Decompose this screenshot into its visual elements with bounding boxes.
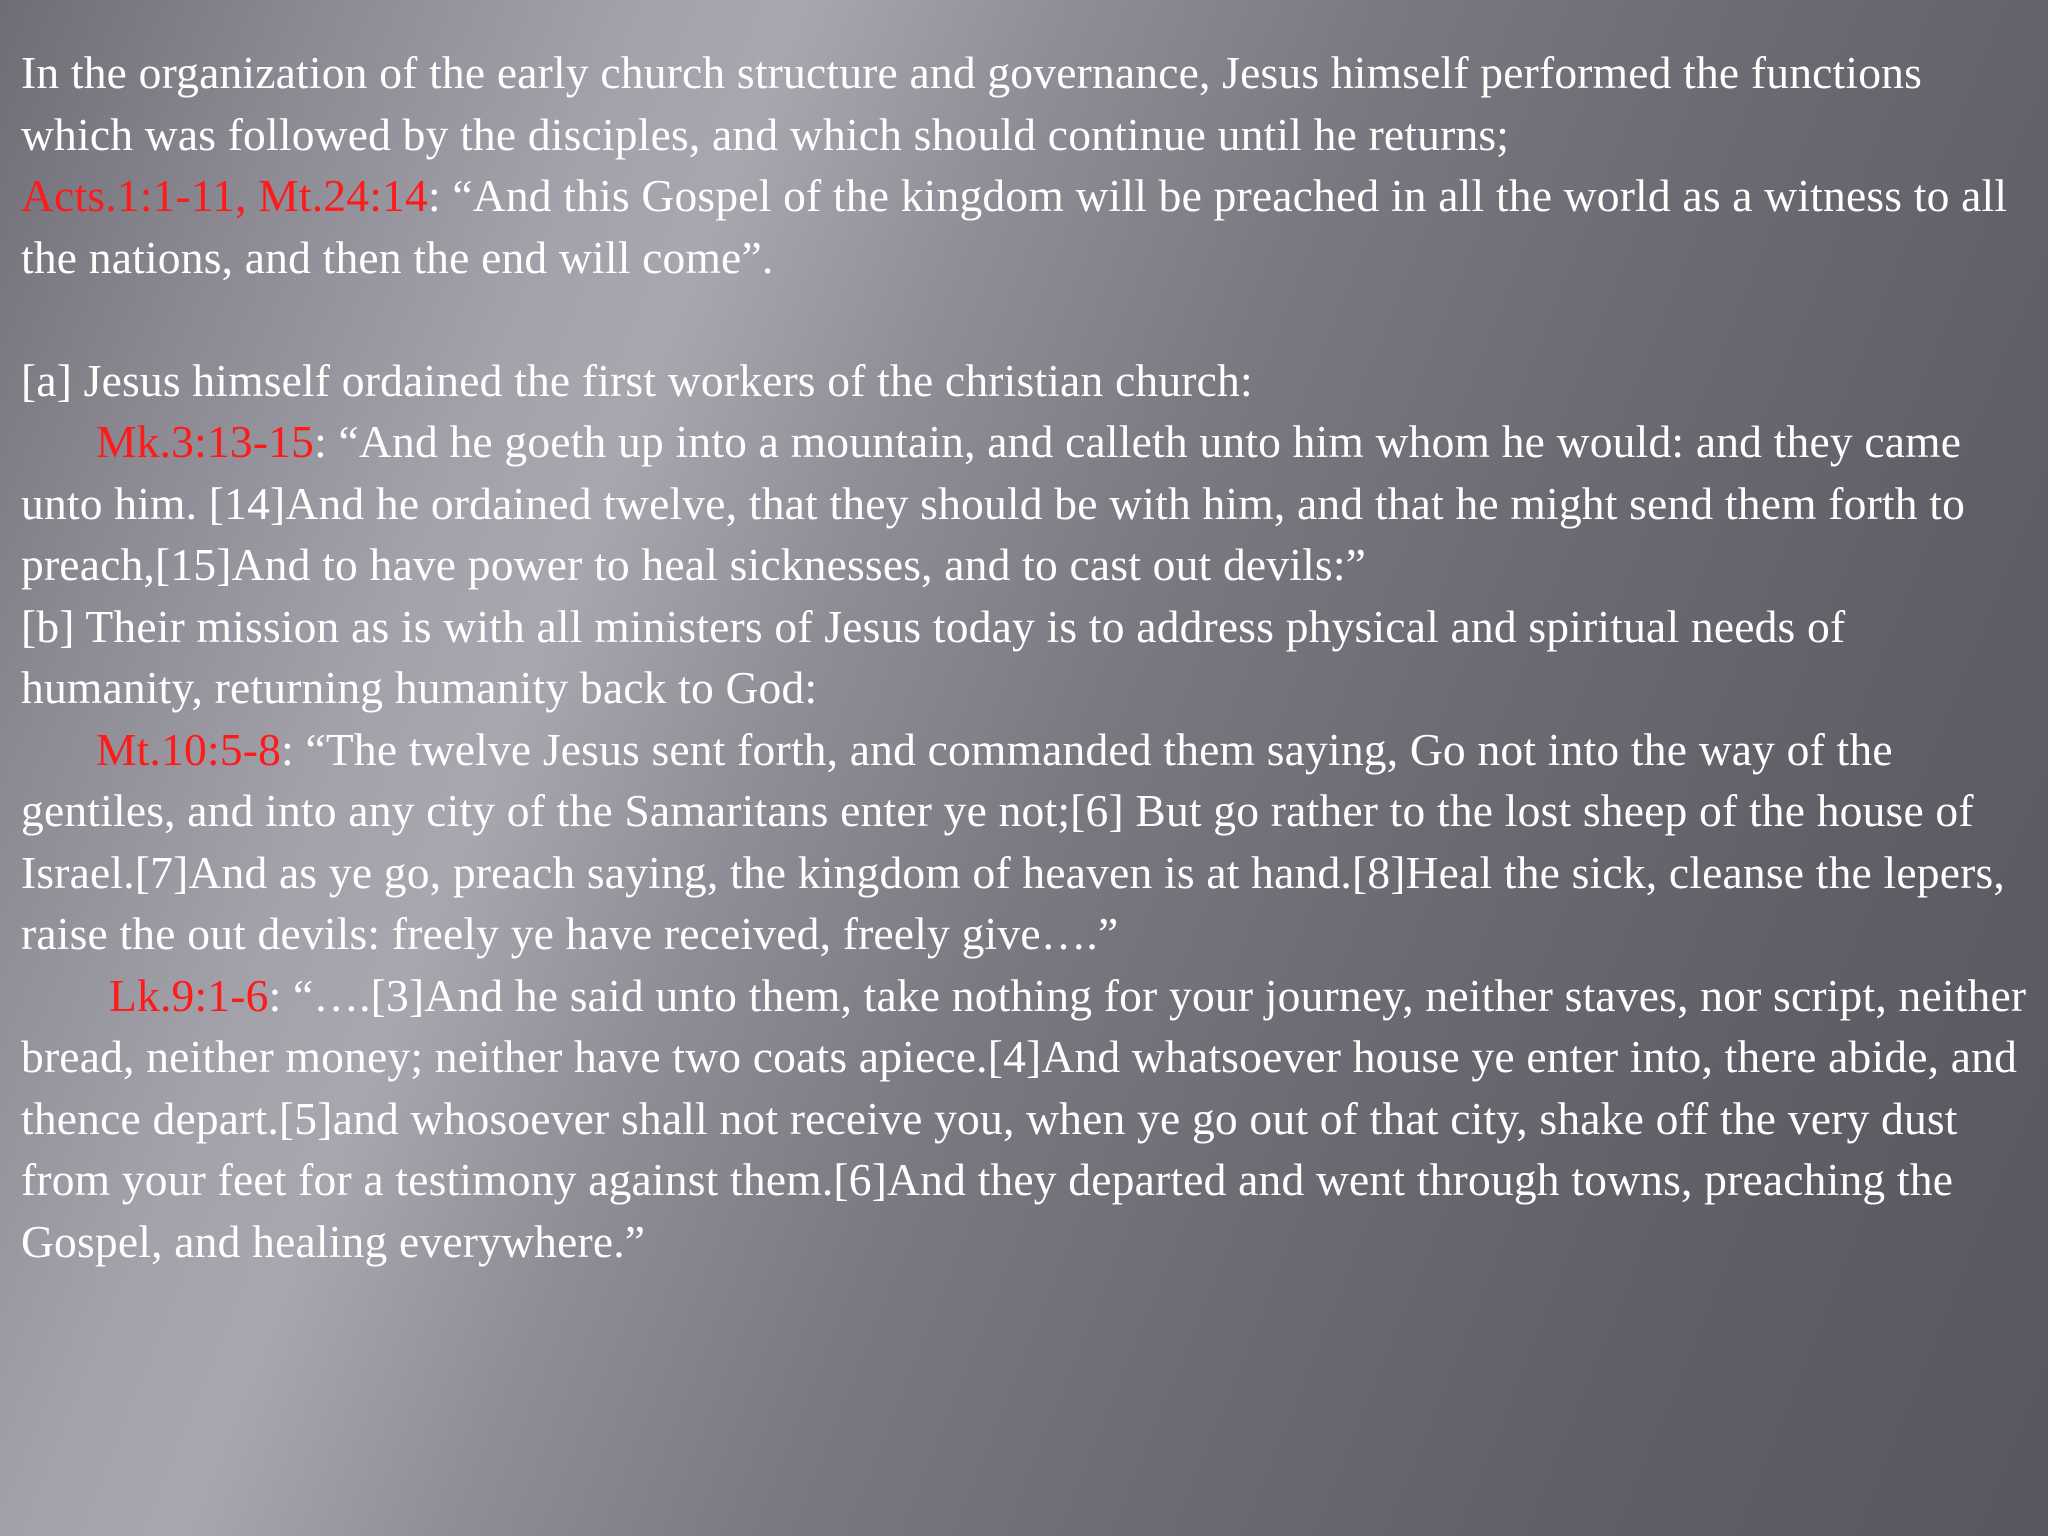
luke-paragraph bbox=[21, 965, 2031, 1273]
scripture-quote: : “The twelve Jesus sent forth, and commanded them saying, Go not into the way of the gentiles, and into any city of the Samaritans enter ye not;[6] But go rather to the lost sheep of the house of Israel.[7]And as ye go, preach saying, the kingdom of heaven is at hand.[8]Heal the sick, cleanse the lepers, raise the out devils: freely ye have received, freely give….” bbox=[21, 723, 2005, 959]
point-a: [a] Jesus himself ordained the first workers of the christian church: bbox=[21, 354, 1253, 406]
mark-paragraph bbox=[21, 411, 2031, 596]
intro-paragraph: In the organization of the early church structure and governance, Jesus himself performed the functions which was followed by the disciples, and which should continue until he returns; bbox=[21, 47, 1923, 160]
paragraph-spacer bbox=[21, 288, 2031, 350]
scripture-reference: Mk.3:13-15 bbox=[96, 416, 315, 467]
acts-paragraph bbox=[21, 165, 2031, 288]
scripture-reference: Acts.1:1-11, Mt.24:14 bbox=[21, 170, 428, 221]
scripture-reference: Lk.9:1-6 bbox=[109, 969, 269, 1021]
point-b: [b] Their mission as is with all ministers of Jesus today is to address physical and spiritual needs of humanity, returning humanity back to God: bbox=[21, 600, 1846, 713]
slide-body bbox=[21, 42, 2031, 1272]
matthew-paragraph bbox=[21, 719, 2031, 965]
scripture-reference: Mt.10:5-8 bbox=[96, 723, 282, 775]
scripture-quote: : “And he goeth up into a mountain, and calleth unto him whom he would: and they came unto him. [14]And he ordained twelve, that they should be with him, and that he might send them forth to preach,[15]And to have power to heal sicknesses, and to cast out devils:” bbox=[21, 416, 1966, 590]
scripture-quote: : “….[3]And he said unto them, take nothing for your journey, neither staves, nor script, neither bread, neither money; neither have two coats apiece.[4]And whatsoever house ye enter into, there abide, and thence depart.[5]and whosoever shall not receive you, when ye go out of that city, shake off the very dust from your feet for a testimony against them.[6]And they departed and went through towns, preaching the Gospel, and healing everywhere.” bbox=[21, 969, 2027, 1267]
scripture-quote: : “And this Gospel of the kingdom will be preached in all the world as a witness to all the nations, and then the end will come”. bbox=[21, 170, 2008, 283]
